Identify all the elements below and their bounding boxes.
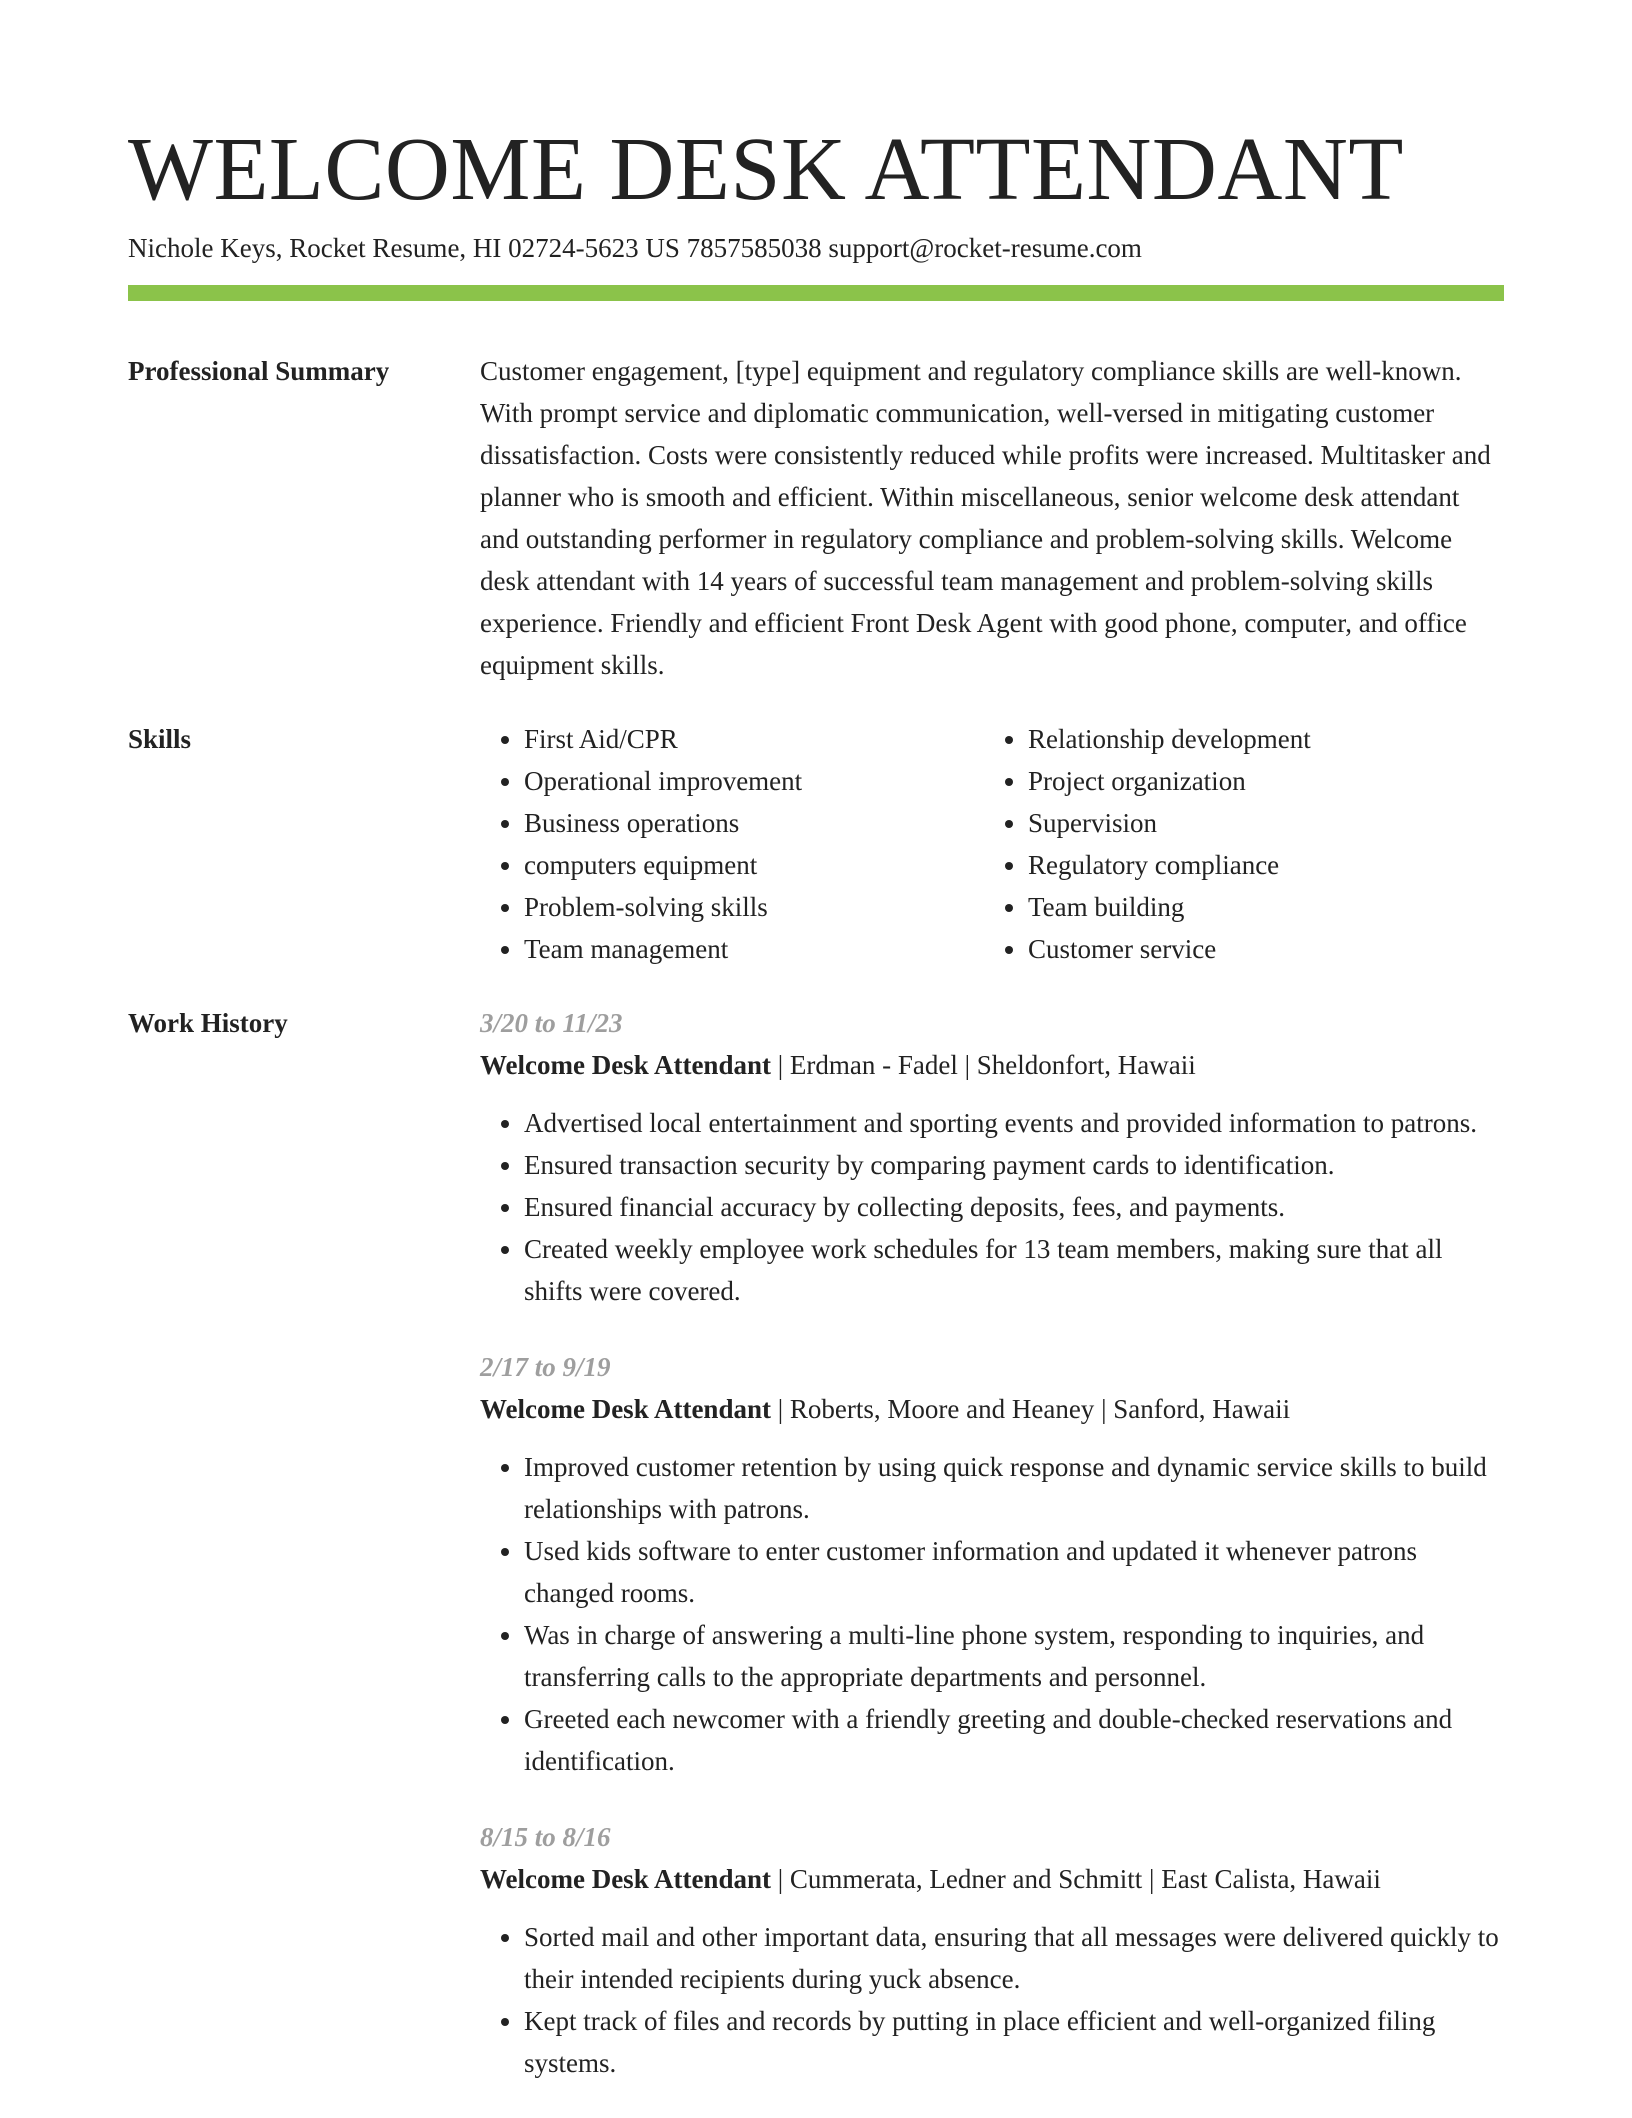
skill-item: • Relationship development — [1028, 718, 1488, 760]
job-bullets — [480, 1916, 1504, 2084]
job-header — [480, 1858, 1504, 1900]
summary-section — [480, 350, 1504, 686]
separator: | — [1149, 1864, 1162, 1894]
skill-item: • Customer service — [1028, 928, 1488, 970]
skill-item: • Project organization — [1028, 760, 1488, 802]
job-title: Welcome Desk Attendant — [480, 1050, 771, 1080]
job-title: Welcome Desk Attendant — [480, 1864, 771, 1894]
job-company: Erdman - Fadel — [789, 1050, 958, 1080]
skills-list-left — [480, 718, 984, 970]
skill-item: • Business operations — [524, 802, 984, 844]
job-bullet: • Greeted each newcomer with a friendly greeting and double-checked reservations and identification. — [524, 1698, 1504, 1782]
job-company: Cummerata, Ledner and Schmitt — [789, 1864, 1143, 1894]
skill-item: • Regulatory compliance — [1028, 844, 1488, 886]
job-bullet: • Improved customer retention by using quick response and dynamic service skills to build relationships with patrons. — [524, 1446, 1504, 1530]
job-dates: 3/20 to 11/23 — [480, 1008, 623, 1038]
skill-item: • computers equipment — [524, 844, 984, 886]
separator: | — [777, 1050, 790, 1080]
skill-item: • Operational improvement — [524, 760, 984, 802]
skill-item: • Team management — [524, 928, 984, 970]
job-bullets — [480, 1446, 1504, 1782]
job-bullet: • Created weekly employee work schedules for 13 team members, making sure that all shifts were covered. — [524, 1228, 1504, 1312]
job-bullet: • Used kids software to enter customer information and updated it whenever patrons changed rooms. — [524, 1530, 1504, 1614]
job-header — [480, 1044, 1504, 1086]
work-history-section — [480, 1002, 1504, 2118]
job-entry — [480, 1346, 1504, 1782]
separator: | — [777, 1864, 790, 1894]
separator: | — [964, 1050, 977, 1080]
job-company: Roberts, Moore and Heaney — [789, 1394, 1095, 1424]
skill-item: • Team building — [1028, 886, 1488, 928]
job-bullet: • Was in charge of answering a multi-line phone system, responding to inquiries, and transferring calls to the appropriate departments and personnel. — [524, 1614, 1504, 1698]
contact-line: Nichole Keys, Rocket Resume, HI 02724-5623 US 7857585038 support@rocket-resume.com — [128, 233, 1142, 263]
skill-item: • Supervision — [1028, 802, 1488, 844]
job-dates: 8/15 to 8/16 — [480, 1822, 611, 1852]
skills-heading: Skills — [128, 724, 192, 754]
summary-text: Customer engagement, [type] equipment and regulatory compliance skills are well-known. With prompt service and diplomatic communication, well-versed in mitigating customer dissatisfaction. Costs were consistently reduced while profits were increased. Multitasker and planner who is smooth and efficient. Within miscellaneous, senior welcome desk attendant and outstanding performer in regulatory compliance and problem-solving skills. Welcome desk attendant with 14 years of successful team management and problem-solving skills experience. Friendly and efficient Front Desk Agent with good phone, computer, and office equipment skills. — [480, 356, 1491, 680]
job-dates: 2/17 to 9/19 — [480, 1352, 611, 1382]
accent-divider — [128, 285, 1504, 301]
job-title: Welcome Desk Attendant — [480, 1394, 771, 1424]
job-bullet: • Sorted mail and other important data, ensuring that all messages were delivered quickly to their intended recipients during yuck absence. — [524, 1916, 1504, 2000]
separator: | — [777, 1394, 790, 1424]
skills-section — [480, 718, 1504, 970]
job-bullets — [480, 1102, 1504, 1312]
separator: | — [1101, 1394, 1114, 1424]
job-entry — [480, 1816, 1504, 2084]
resume-title: WELCOME DESK ATTENDANT — [128, 120, 1404, 219]
job-entry — [480, 1002, 1504, 1312]
job-location: East Calista, Hawaii — [1161, 1864, 1381, 1894]
job-header — [480, 1388, 1504, 1430]
skills-list-right — [984, 718, 1488, 970]
job-bullet: • Advertised local entertainment and sporting events and provided information to patrons. — [524, 1102, 1504, 1144]
work-history-heading: Work History — [128, 1008, 288, 1038]
skill-item: • Problem-solving skills — [524, 886, 984, 928]
job-location: Sanford, Hawaii — [1113, 1394, 1291, 1424]
summary-heading: Professional Summary — [128, 356, 390, 386]
job-location: Sheldonfort, Hawaii — [976, 1050, 1196, 1080]
job-bullet: • Ensured transaction security by comparing payment cards to identification. — [524, 1144, 1504, 1186]
job-bullet: • Kept track of files and records by putting in place efficient and well-organized filing systems. — [524, 2000, 1504, 2084]
skill-item: • First Aid/CPR — [524, 718, 984, 760]
job-bullet: • Ensured financial accuracy by collecting deposits, fees, and payments. — [524, 1186, 1504, 1228]
